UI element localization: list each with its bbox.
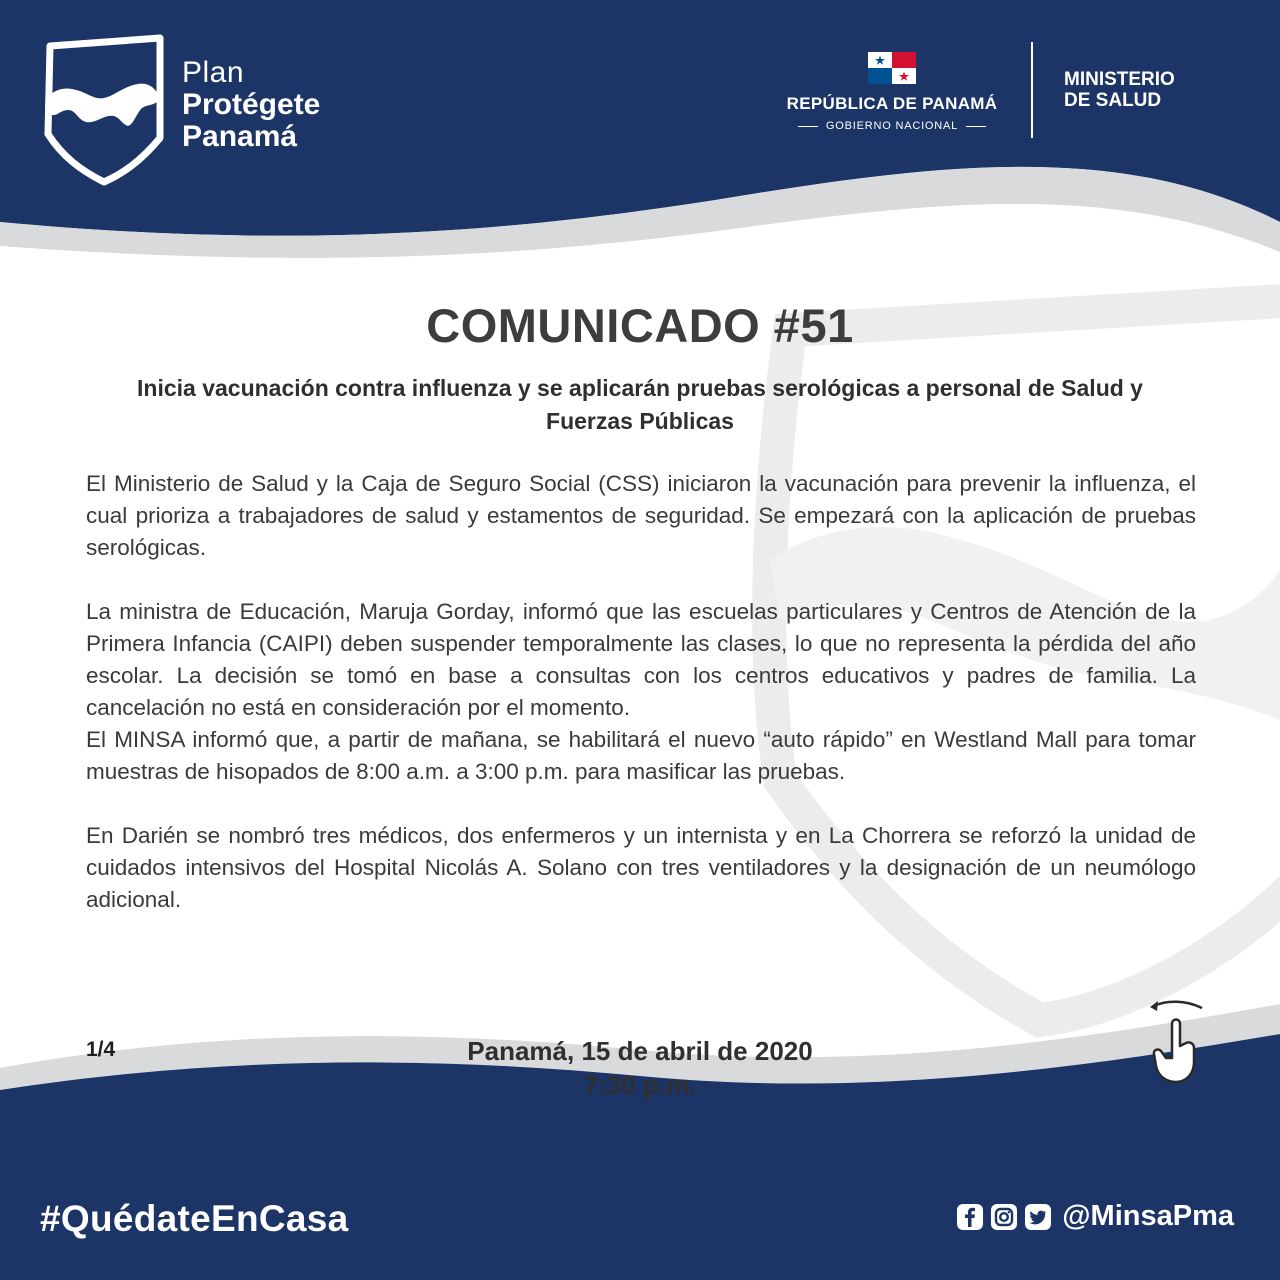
plan-logo-text xyxy=(182,58,320,152)
instagram-icon[interactable] xyxy=(990,1203,1018,1231)
ministry-line-2: DE SALUD xyxy=(1064,89,1162,111)
header-divider xyxy=(1031,42,1033,138)
government-subtitle-text: GOBIERNO NACIONAL xyxy=(825,120,959,132)
date-block xyxy=(340,1034,940,1102)
body-paragraph: La ministra de Educación, Maruja Gorday, informó que las escuelas particulares y Centros de Atención de la Primera Infancia (CAIPI) deben suspender temporalmente las clases, lo que no representa la pérdida del año escolar. La decisión se tomó en base a consultas con los centros educativos y padres de familia. La cancelación no está en consideración por el momento. xyxy=(86,599,1196,720)
hashtag: #QuédateEnCasa xyxy=(40,1198,349,1239)
panama-map-icon xyxy=(45,84,160,126)
logo-line-1: Protégete xyxy=(182,88,321,121)
ministry-label xyxy=(1064,70,1175,112)
government-subtitle xyxy=(778,120,1006,132)
communique-body xyxy=(86,468,1196,916)
body-paragraph: El Ministerio de Salud y la Caja de Seguro Social (CSS) iniciaron la vacunación para prevenir la influenza, el cual prioriza a trabajadores de salud y estamentos de seguridad. Se empezará con la aplicación de pruebas serológicas. xyxy=(86,471,1196,560)
facebook-icon[interactable] xyxy=(956,1203,984,1231)
plan-shield-logo xyxy=(40,34,170,186)
twitter-icon[interactable] xyxy=(1024,1203,1052,1231)
social-block xyxy=(956,1200,1234,1233)
logo-plan-label: Plan xyxy=(182,56,245,89)
page-indicator: 1/4 xyxy=(86,1038,116,1061)
body-paragraph: El MINSA informó que, a partir de mañana, se habilitará el nuevo “auto rápido” en Westland Mall para tomar muestras de hisopados de 8:00 a.m. a 3:00 p.m. para masificar las pruebas. xyxy=(86,727,1196,784)
government-block xyxy=(778,52,1006,132)
communique-title: COMUNICADO #51 xyxy=(426,299,854,352)
panama-flag-icon xyxy=(868,52,916,84)
swipe-gesture-icon[interactable] xyxy=(1142,996,1214,1088)
communique-date: Panamá, 15 de abril de 2020 xyxy=(467,1036,813,1066)
divider-dash-right xyxy=(966,126,986,127)
republic-name: REPÚBLICA DE PANAMÁ xyxy=(786,94,998,113)
communique-time: 7:30 p.m. xyxy=(583,1070,697,1100)
divider-dash-left xyxy=(798,126,818,127)
communique-subtitle: Inicia vacunación contra influenza y se aplicarán pruebas serológicas a personal de Salud y Fuerzas Públicas xyxy=(137,375,1143,434)
social-handle[interactable]: @MinsaPma xyxy=(1062,1200,1234,1232)
body-paragraph: En Darién se nombró tres médicos, dos enfermeros y un internista y en La Chorrera se reforzó la unidad de cuidados intensivos del Hospital Nicolás A. Solano con tres ventiladores y la designación de un neumólogo adicional. xyxy=(86,823,1196,912)
ministry-line-1: MINISTERIO xyxy=(1064,69,1175,90)
logo-line-2: Panamá xyxy=(182,120,298,153)
